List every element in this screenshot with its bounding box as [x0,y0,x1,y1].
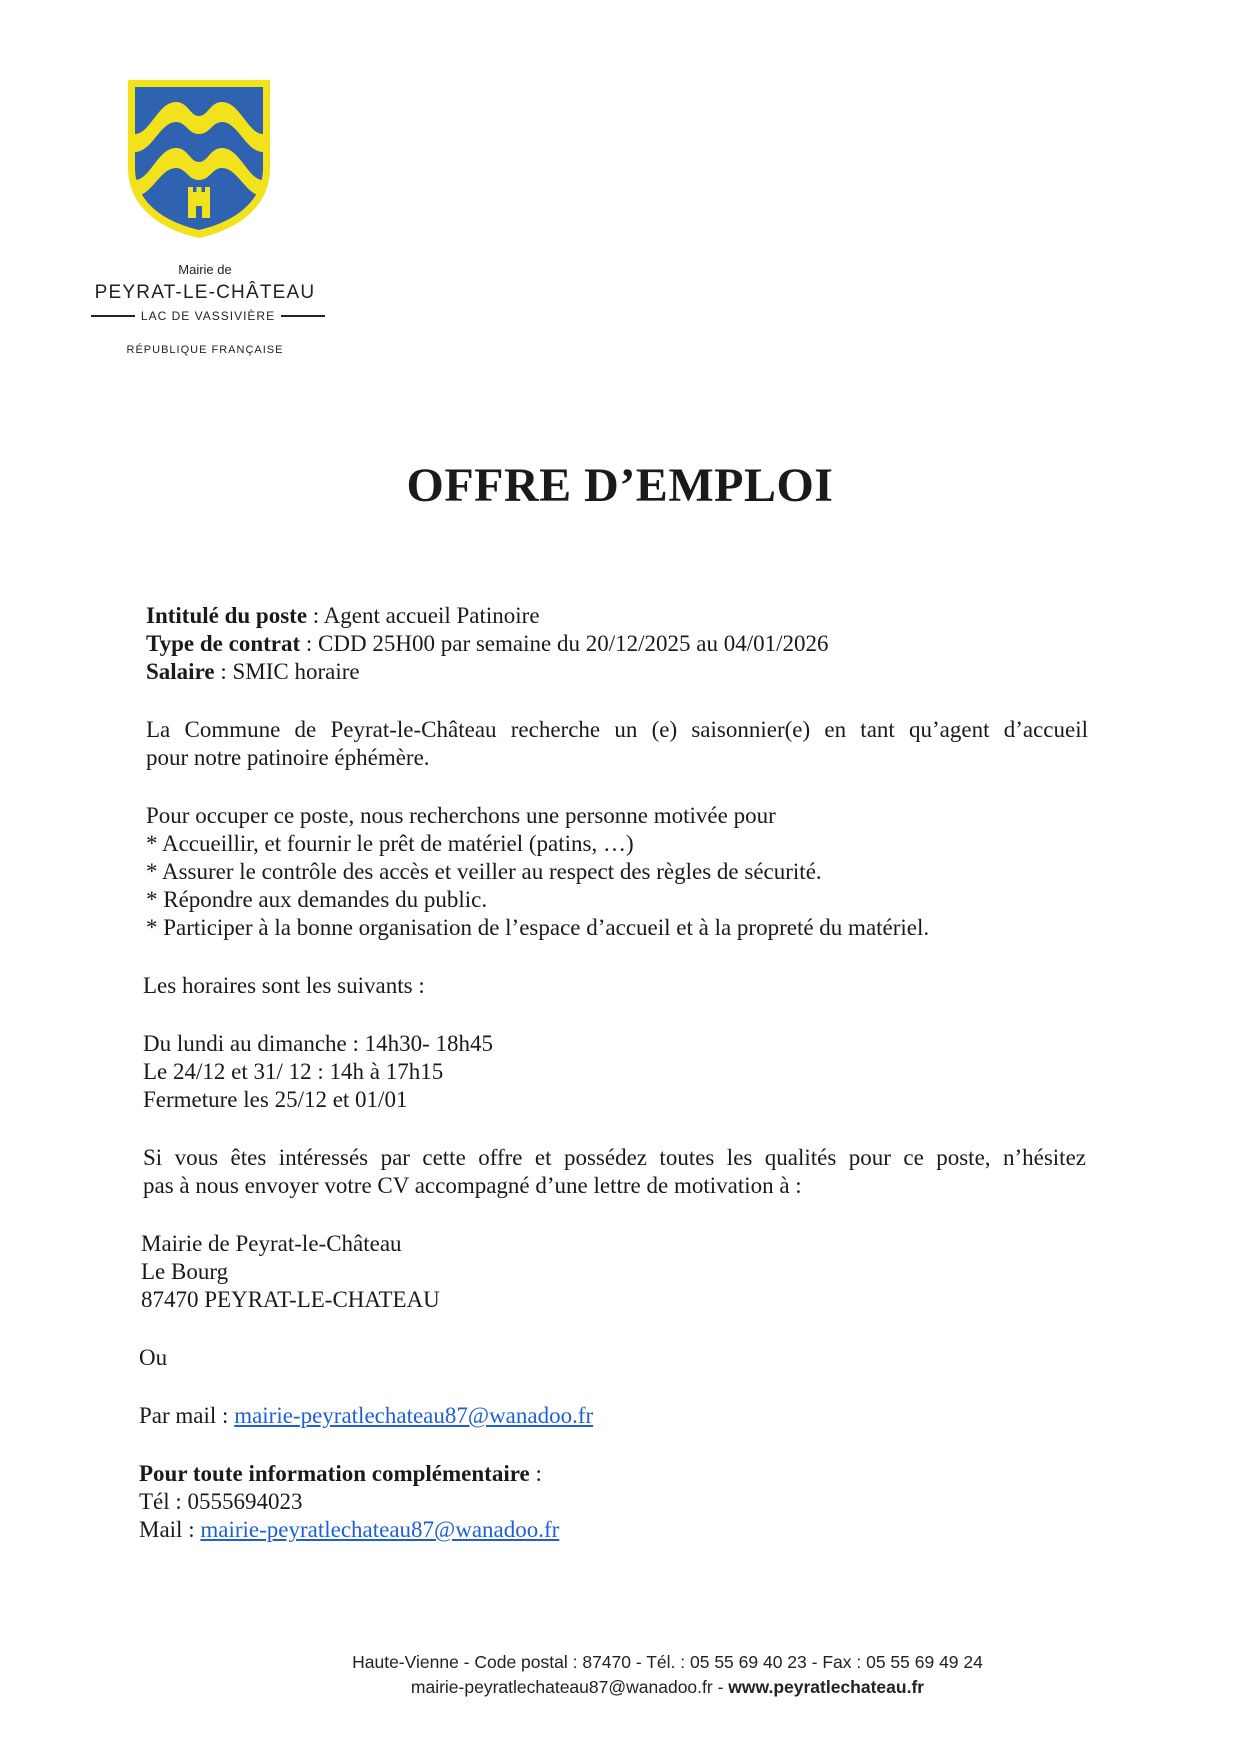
address-line: Mairie de Peyrat-le-Château [141,1231,402,1256]
footer-contact-line: Haute-Vienne - Code postal : 87470 - Tél. : 05 55 69 40 23 - Fax : 05 55 69 49 24 [352,1652,983,1672]
schedule-line: Le 24/12 et 31/ 12 : 14h à 17h15 [143,1059,444,1084]
schedule-lead: Les horaires sont les suivants : [143,973,425,998]
info-heading-suffix: : [529,1461,542,1486]
commune-crest-logo [124,76,274,242]
salary-value: : SMIC horaire [214,659,360,684]
job-title-label: Intitulé du poste [146,603,308,628]
header-mairie-de: Mairie de [178,262,232,277]
mission-item: * Participer à la bonne organisation de l’espace d’accueil et à la propreté du matériel. [146,915,930,940]
footer-email: mairie-peyratlechateau87@wanadoo.fr [410,1677,713,1697]
header-republique: RÉPUBLIQUE FRANÇAISE [126,344,284,356]
job-title-line [146,602,540,630]
info-mail-link[interactable]: mairie-peyratlechateau87@wanadoo.fr [200,1517,560,1542]
mission-item: * Accueillir, et fournir le prêt de matériel (patins, …) [146,831,634,856]
salary-label: Salaire [146,659,215,684]
footer-web-line [0,1677,1240,1698]
schedule-line: Fermeture les 25/12 et 01/01 [143,1087,408,1112]
application-line-1: Si vous êtes intéressés par cette offre et possédez toutes les qualités pour ce poste, n’hésitez [143,1145,1086,1170]
info-heading: Pour toute information complémentaire [139,1461,530,1486]
info-heading-line [139,1460,542,1488]
application-line-2: pas à nous envoyer votre CV accompagné d’une lettre de motivation à : [143,1173,802,1198]
schedule-line: Du lundi au dimanche : 14h30- 18h45 [143,1031,494,1056]
footer-separator: - [712,1677,729,1697]
contract-type-label: Type de contrat [146,631,301,656]
info-mail-label: Mail : [139,1517,201,1542]
intro-line-1: La Commune de Peyrat-le-Château recherche un (e) saisonnier(e) en tant qu’agent d’accueil [146,717,1088,742]
header-town-name: PEYRAT-LE-CHÂTEAU [94,282,316,303]
address-line: 87470 PEYRAT-LE-CHATEAU [141,1287,440,1312]
footer-website-link[interactable]: www.peyratlechateau.fr [728,1677,925,1697]
header-lake-name: LAC DE VASSIVIÈRE [140,309,276,323]
contract-type-value: : CDD 25H00 par semaine du 20/12/2025 au 04/01/2026 [300,631,829,656]
intro-line-2: pour notre patinoire éphémère. [146,745,430,770]
salary-line [146,658,360,686]
mission-item: * Assurer le contrôle des accès et veiller au respect des règles de sécurité. [146,859,822,884]
info-mail-line [139,1516,559,1544]
job-title-value: : Agent accueil Patinoire [307,603,540,628]
mission-item: * Répondre aux demandes du public. [146,887,488,912]
or-text: Ou [139,1345,168,1370]
divider [91,315,135,317]
page-title: OFFRE D’EMPLOI [406,459,834,512]
missions-lead: Pour occuper ce poste, nous recherchons une personne motivée pour [146,803,776,828]
email-label: Par mail : [139,1403,235,1428]
info-phone: Tél : 0555694023 [139,1489,303,1514]
contract-type-line [146,630,828,658]
address-line: Le Bourg [141,1259,229,1284]
email-link[interactable]: mairie-peyratlechateau87@wanadoo.fr [234,1403,594,1428]
email-line [139,1402,593,1430]
divider [281,315,325,317]
header-lake-line [70,309,346,323]
